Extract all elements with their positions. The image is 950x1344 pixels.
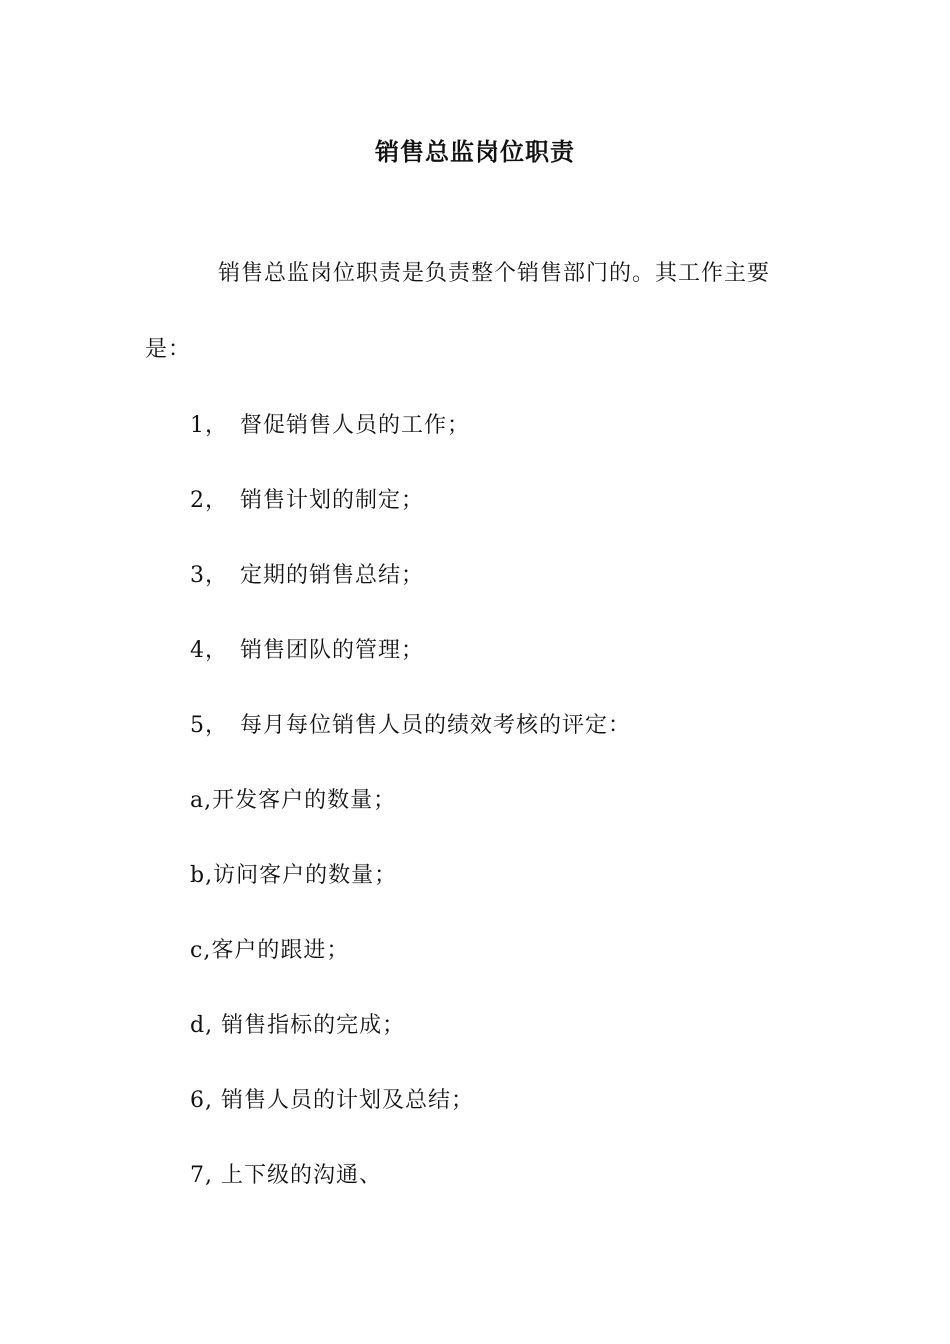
list-item-text: 销售计划的制定； xyxy=(240,488,425,513)
list-item xyxy=(190,410,470,442)
sub-list-item: c,客户的跟进； xyxy=(190,938,350,963)
list-item xyxy=(190,485,424,517)
list-item-text: 督促销售人员的工作； xyxy=(240,413,471,438)
intro-paragraph-line-1: 销售总监岗位职责是负责整个销售部门的。其工作主要 xyxy=(218,261,771,286)
list-item xyxy=(190,710,631,742)
sub-list-item: a,开发客户的数量； xyxy=(190,788,397,813)
list-item-text: 定期的销售总结； xyxy=(240,563,425,588)
list-item: 6, 销售人员的计划及总结； xyxy=(190,1088,474,1113)
list-item-number: 3， xyxy=(190,563,228,588)
list-item-text: 销售团队的管理； xyxy=(240,638,425,663)
list-item-number: 5， xyxy=(190,713,228,738)
sub-list-item: b,访问客户的数量； xyxy=(190,863,398,888)
list-item-number: 2， xyxy=(190,488,228,513)
sub-list-item: d, 销售指标的完成； xyxy=(190,1013,406,1038)
intro-paragraph-line-2: 是： xyxy=(145,337,192,362)
list-item-number: 4， xyxy=(190,638,228,663)
list-item-text: 每月每位销售人员的绩效考核的评定： xyxy=(240,713,632,738)
list-item xyxy=(190,560,424,592)
page-title: 销售总监岗位职责 xyxy=(375,137,575,166)
list-item xyxy=(190,635,424,667)
list-item-number: 1， xyxy=(190,413,228,438)
list-item: 7, 上下级的沟通、 xyxy=(190,1163,382,1188)
